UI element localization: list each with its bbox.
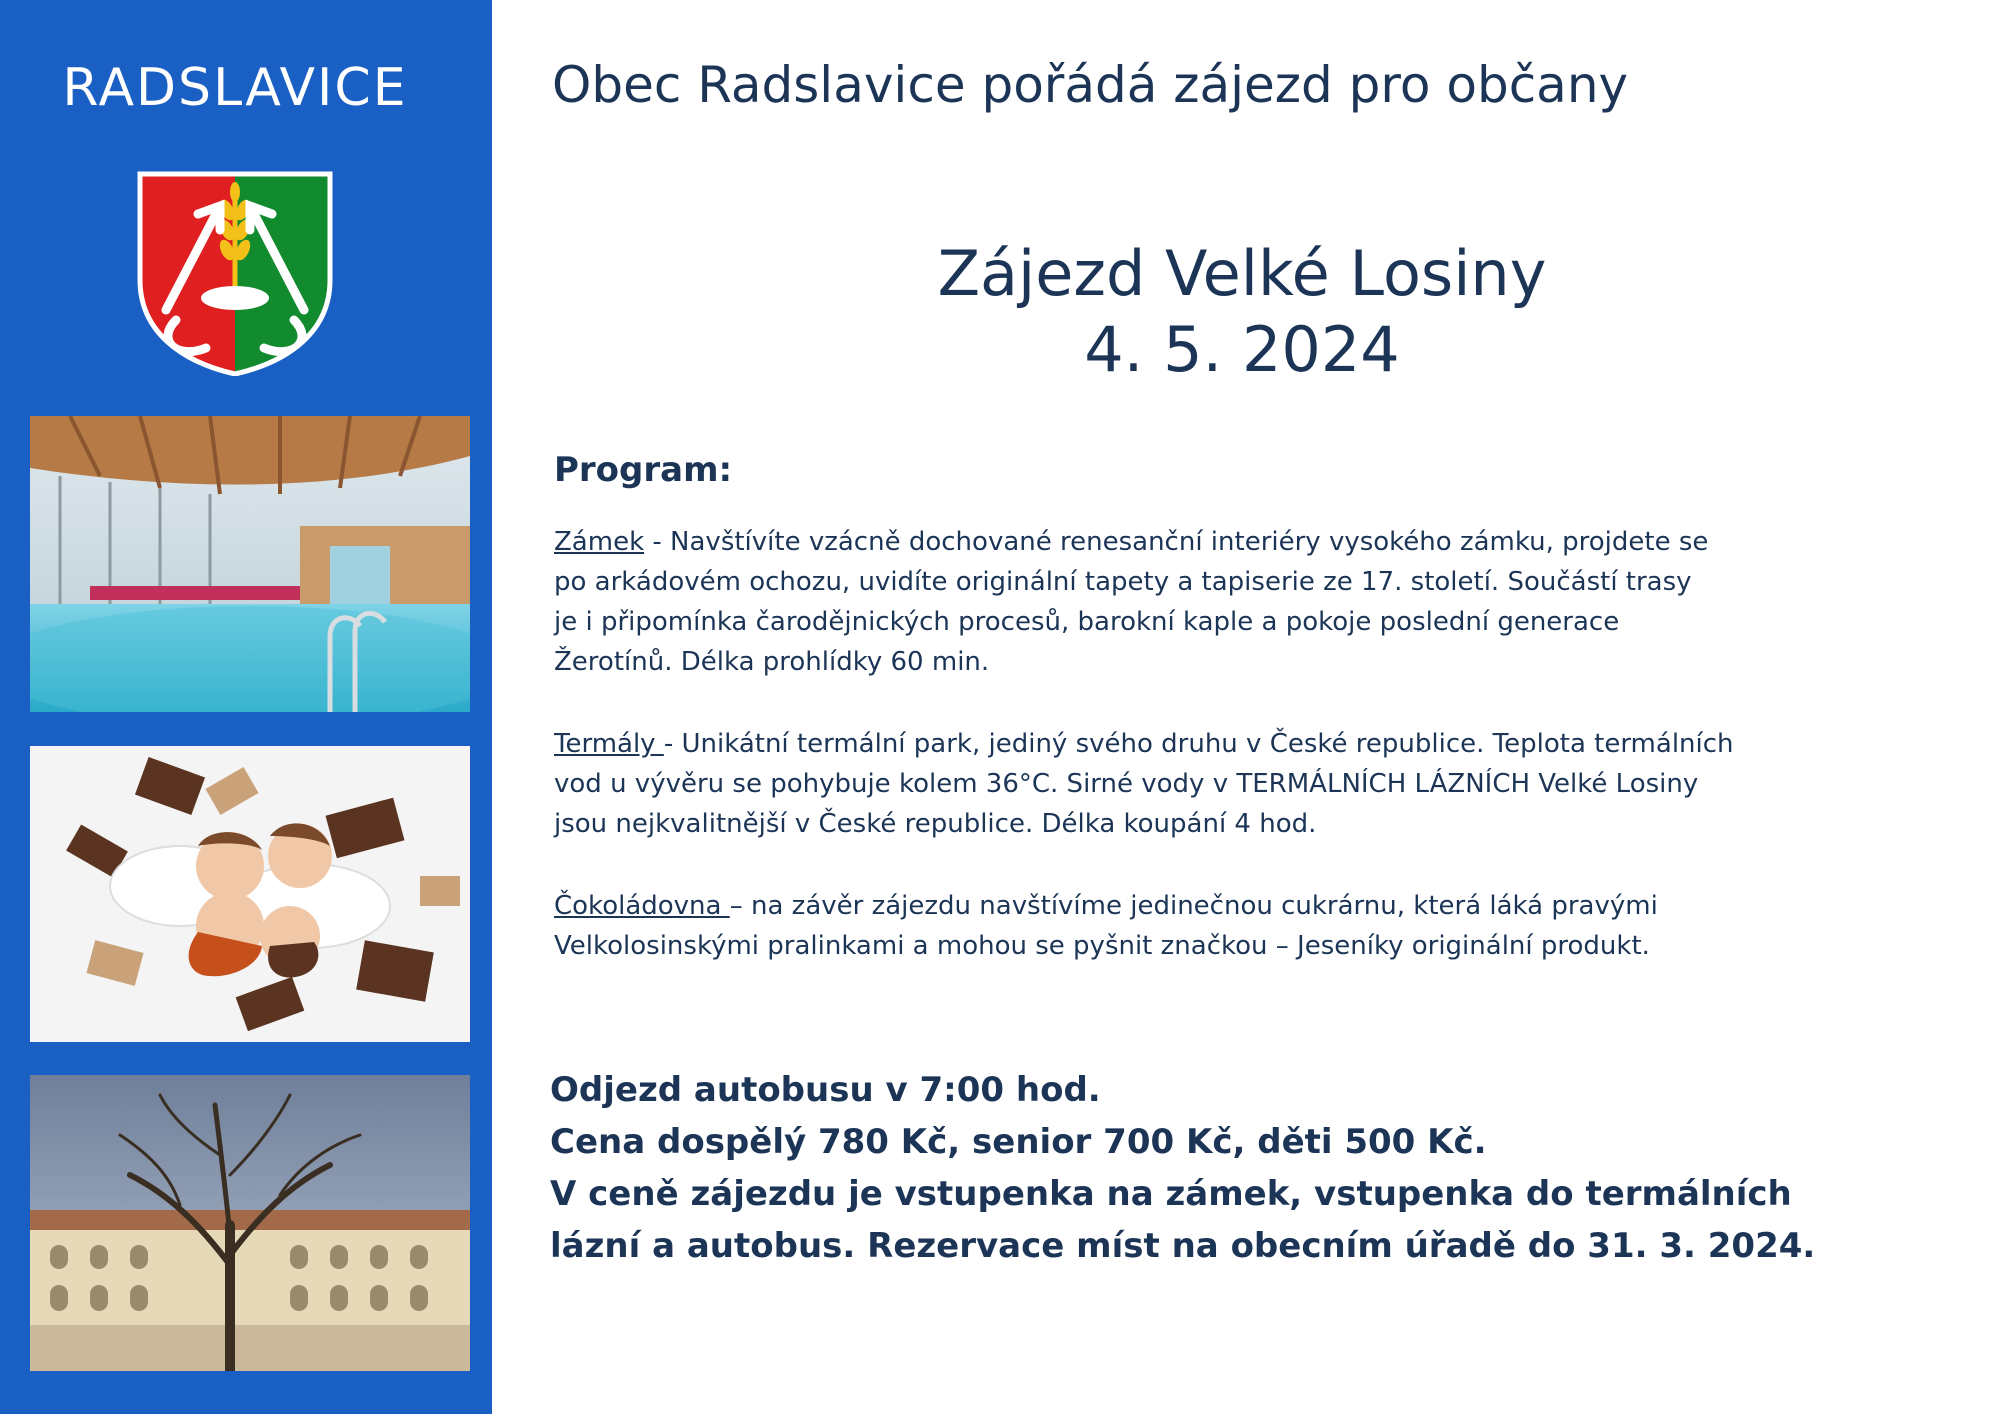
program-line bbox=[554, 886, 1984, 926]
program-text: Unikátní termální park, jediný svého druhu v České republice. Teplota termálních bbox=[681, 729, 1734, 759]
chocolate-photo bbox=[30, 746, 470, 1042]
program-separator: - bbox=[663, 729, 682, 759]
trip-title: Zájezd Velké Losiny bbox=[937, 237, 1547, 310]
program-line: Žerotínů. Délka prohlídky 60 min. bbox=[554, 647, 990, 677]
program-line: po arkádovém ochozu, uvidíte originální tapety a tapiserie ze 17. století. Součástí trasy bbox=[554, 567, 1692, 597]
castle-photo bbox=[30, 1075, 470, 1371]
program-term: Čokoládovna bbox=[554, 891, 730, 921]
program-line: je i připomínka čarodějnických procesů, barokní kaple a pokoje poslední generace bbox=[554, 607, 1620, 637]
program-line: vod u vývěru se pohybuje kolem 36°C. Sirné vody v TERMÁLNÍCH LÁZNÍCH Velké Losiny bbox=[554, 769, 1699, 799]
main-content bbox=[492, 0, 2000, 1414]
coat-of-arms-icon bbox=[136, 170, 334, 376]
program-item-cokoladovna bbox=[554, 886, 1984, 966]
sidebar bbox=[0, 0, 492, 1414]
program-separator: – bbox=[729, 891, 751, 921]
page-headline: Obec Radslavice pořádá zájezd pro občany bbox=[552, 56, 1629, 114]
pool-photo bbox=[30, 416, 470, 712]
program-item-termaly bbox=[554, 724, 1984, 844]
program-line bbox=[554, 522, 1984, 562]
trip-title-block bbox=[492, 236, 1992, 388]
price-info: Cena dospělý 780 Kč, senior 700 Kč, děti 500 Kč. bbox=[550, 1122, 1487, 1162]
program-item-zamek bbox=[554, 522, 1984, 682]
program-term: Zámek bbox=[554, 527, 645, 557]
program-line: jsou nejkvalitnější v České republice. Délka koupání 4 hod. bbox=[554, 809, 1317, 839]
program-separator: - bbox=[644, 527, 671, 557]
program-line: Velkolosinskými pralinkami a mohou se pyšnit značkou – Jeseníky originální produkt. bbox=[554, 931, 1650, 961]
program-text: na závěr zájezdu navštívíme jedinečnou cukrárnu, která láká pravými bbox=[751, 891, 1658, 921]
trip-details bbox=[550, 1064, 1990, 1272]
program-heading: Program: bbox=[554, 450, 733, 490]
brand-name: RADSLAVICE bbox=[62, 58, 408, 118]
program-text: Navštívíte vzácně dochované renesanční interiéry vysokého zámku, projdete se bbox=[670, 527, 1709, 557]
included-info: V ceně zájezdu je vstupenka na zámek, vstupenka do termálních bbox=[550, 1174, 1792, 1214]
trip-date: 4. 5. 2024 bbox=[1084, 313, 1400, 386]
departure-info: Odjezd autobusu v 7:00 hod. bbox=[550, 1070, 1101, 1110]
program-term: Termály bbox=[554, 729, 664, 759]
reservation-info: lázní a autobus. Rezervace míst na obecním úřadě do 31. 3. 2024. bbox=[550, 1226, 1816, 1266]
program-line bbox=[554, 724, 1984, 764]
